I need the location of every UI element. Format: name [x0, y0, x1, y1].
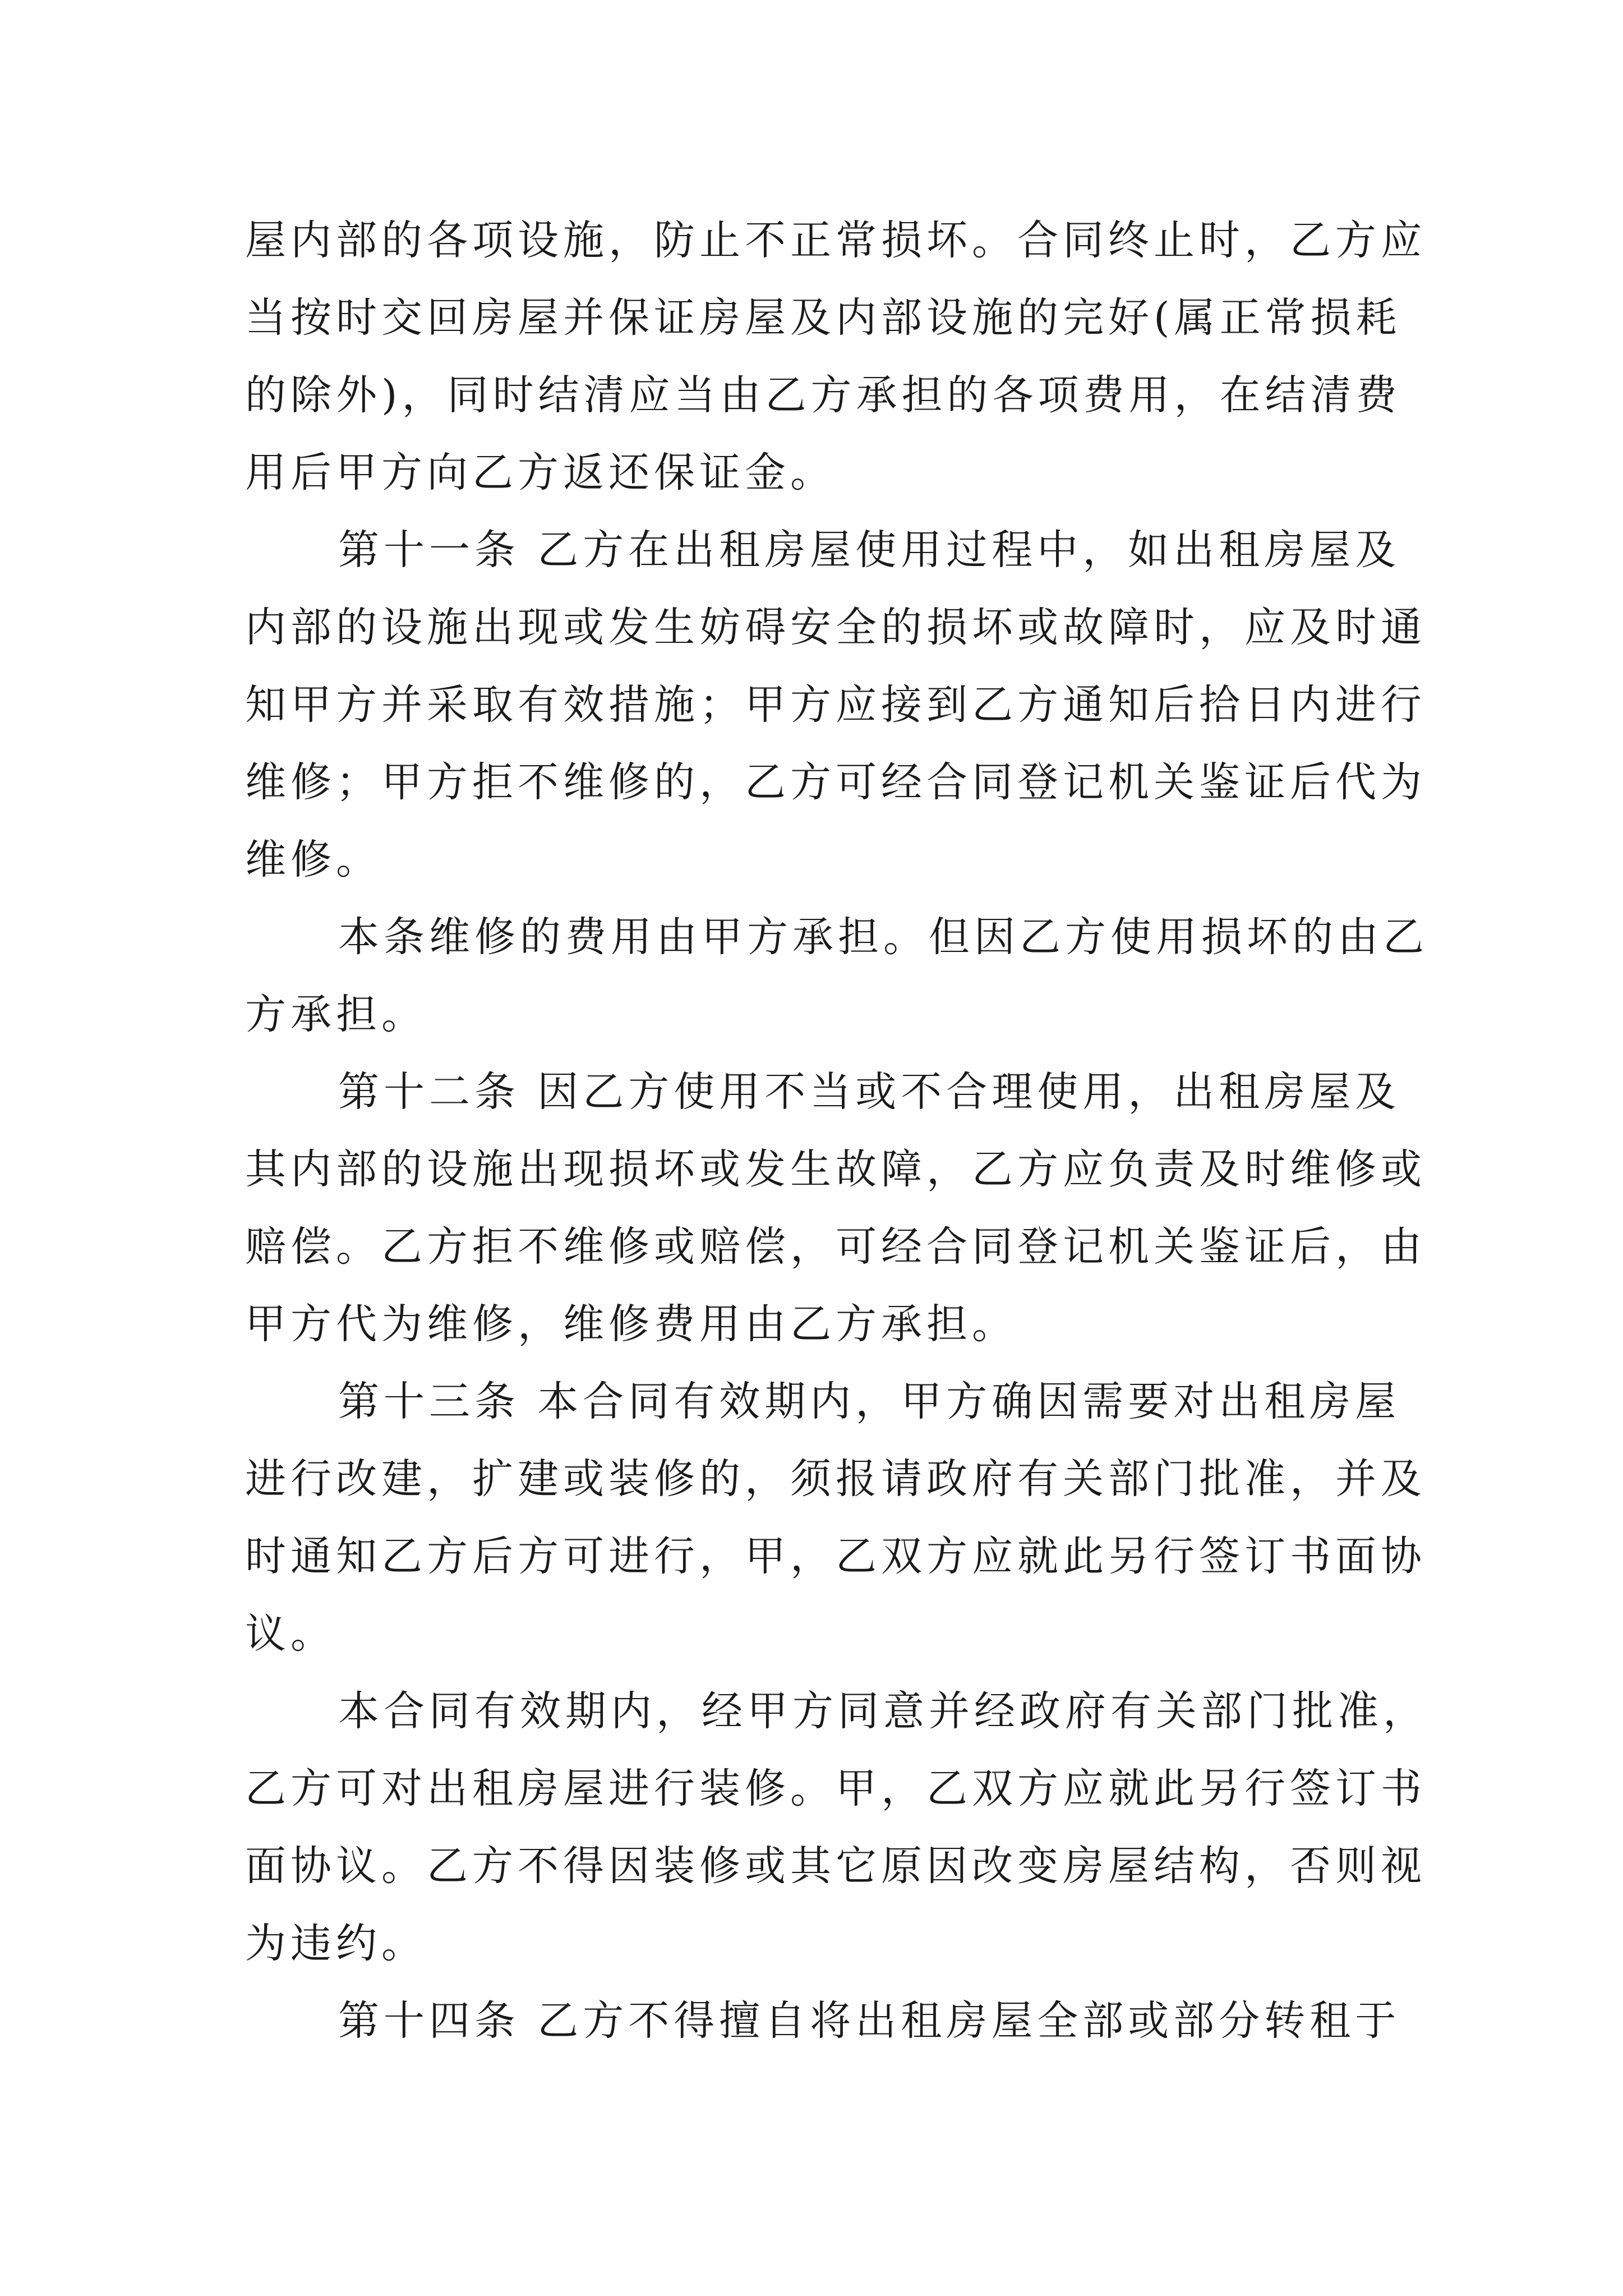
- paragraph-start-line: 本合同有效期内，经甲方同意并经政府有关部门批准，: [338, 1687, 1428, 1735]
- text-line: 知甲方并采取有效措施；甲方应接到乙方通知后拾日内进行: [245, 681, 1426, 729]
- text-line: 赔偿。乙方拒不维修或赔偿，可经合同登记机关鉴证后，由: [245, 1223, 1426, 1271]
- text-line: 面协议。乙方不得因装修或其它原因改变房屋结构，否则视: [245, 1842, 1426, 1890]
- text-line: 进行改建，扩建或装修的，须报请政府有关部门批准，并及: [245, 1455, 1426, 1503]
- article-11-heading-line: 第十一条 乙方在出租房屋使用过程中，如出租房屋及: [338, 526, 1401, 574]
- text-line: 方承担。: [245, 991, 427, 1038]
- text-line: 维修；甲方拒不维修的，乙方可经合同登记机关鉴证后代为: [245, 758, 1426, 806]
- text-line: 当按时交回房屋并保证房屋及内部设施的完好(属正常损耗: [245, 294, 1401, 342]
- text-line: 甲方代为维修，维修费用由乙方承担。: [245, 1300, 1017, 1348]
- article-13-heading-line: 第十三条 本合同有效期内，甲方确因需要对出租房屋: [338, 1378, 1401, 1425]
- text-line: 为违约。: [245, 1920, 427, 1967]
- text-line: 维修。: [245, 836, 381, 884]
- document-body: [245, 202, 1428, 2060]
- text-line: 议。: [245, 1610, 336, 1658]
- article-14-heading-line: 第十四条 乙方不得擅自将出租房屋全部或部分转租于: [338, 1997, 1401, 2045]
- text-line: 时通知乙方后方可进行，甲，乙双方应就此另行签订书面协: [245, 1533, 1426, 1580]
- text-line: 乙方可对出租房屋进行装修。甲，乙双方应就此另行签订书: [245, 1765, 1426, 1812]
- text-line: 的除外)，同时结清应当由乙方承担的各项费用，在结清费: [245, 371, 1401, 419]
- paragraph-start-line: 本条维修的费用由甲方承担。但因乙方使用损坏的由乙: [338, 913, 1428, 961]
- text-line: 用后甲方向乙方返还保证金。: [245, 449, 836, 496]
- text-line: 内部的设施出现或发生妨碍安全的损坏或故障时，应及时通: [245, 604, 1426, 651]
- text-line: 其内部的设施出现损坏或发生故障，乙方应负责及时维修或: [245, 1145, 1426, 1193]
- text-line: 屋内部的各项设施，防止不正常损坏。合同终止时，乙方应: [245, 217, 1426, 264]
- article-12-heading-line: 第十二条 因乙方使用不当或不合理使用，出租房屋及: [338, 1068, 1401, 1116]
